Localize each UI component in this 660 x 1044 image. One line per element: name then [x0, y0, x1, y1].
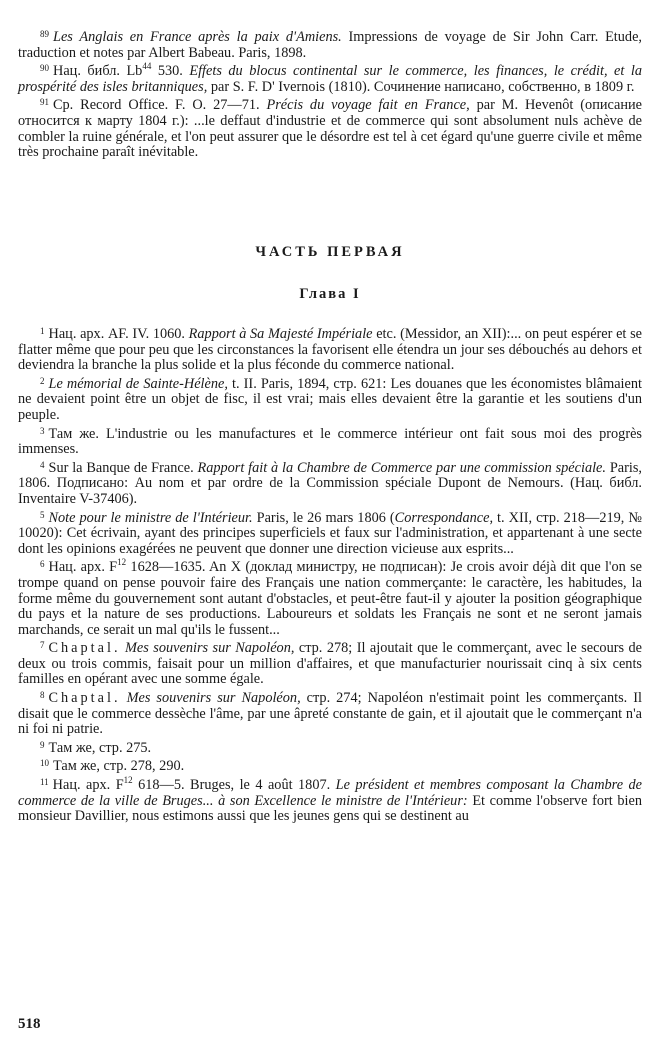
text: Нац. арх. F: [52, 777, 124, 794]
footnote-1: [18, 324, 642, 374]
footnote-7: [18, 638, 642, 688]
text: etc. (Messidor, an XII):... on peut espérer et se flatter même que pour peu que les circonstances la favorisent elle étendra un jour ses débouchés au dehors et deviendra la branche la plus solide et la plus féconde du commerce national.: [18, 326, 642, 374]
footnote-91: [18, 95, 642, 160]
footnote-5: [18, 508, 642, 558]
chapter-title: Глава I: [299, 286, 361, 302]
footnote-number: 90: [40, 63, 49, 74]
footnote-8: [18, 688, 642, 738]
page-number: 518: [18, 1016, 41, 1032]
text: Et comme l'observe fort bien monsieur Davillier, nous estimons aussi que les jeunes gens qui se destinent au: [18, 792, 642, 825]
text: par M. Hevenôt (описание относится к марту 1804 г.): ...le deffaut d'industrie et de commerce qui sont absolument nuls achève de combler la ruine générale, et l'on peut assurer que le désordre est tel à cet égard qu'une guerre civile et même très prochaine paraît inévitable.: [18, 97, 643, 161]
footnote-9: [18, 738, 642, 757]
text: t. II. Paris, 1894, стр. 621: Les douanes que les économistes blâmaient ne devaient point être un objet de fisc, il est vrai; mais elles devaient être la garantie et les soutiens d'un peuple.: [18, 375, 643, 423]
text: стр. 278; Il ajoutait que le commerçant, avec le secours de deux ou trois commis, faisait pour un million d'affaires, et que manufacturier nourissait cinq à six cents familles en opérant avec une somme égale.: [18, 640, 642, 688]
text: Нац. арх. AF. IV. 1060.: [48, 326, 189, 342]
title: Mes souvenirs sur Napoléon,: [125, 640, 295, 657]
text: par S. F. D' Ivernois (1810). Сочинение написано, собственно, в 1809 г.: [207, 78, 635, 95]
author: Chaptal.: [48, 640, 121, 657]
text: Paris, 1806. Подписано: Au nom et par ordre de la Commission spéciale Dupont de Nemours. (Нац. библ. Inventaire V-37406).: [18, 459, 642, 507]
text: Нац. библ. Lb: [53, 63, 143, 80]
title: Mes souvenirs sur Napoléon,: [126, 690, 301, 707]
text: Там же, стр. 275.: [48, 739, 152, 756]
footnote-number: 91: [40, 97, 49, 108]
title: Note pour le ministre de l'Intérieur.: [48, 509, 253, 526]
footnote-number: 11: [40, 777, 49, 788]
footnote-90: [18, 61, 642, 95]
title: Rapport fait à la Chambre de Commerce par une commission spéciale.: [197, 459, 606, 476]
footnote-4: [18, 458, 642, 508]
superscript: 44: [142, 61, 152, 72]
footnote-number: 89: [40, 29, 49, 39]
text: Там же, стр. 278, 290.: [53, 758, 185, 775]
footnote-89: [18, 27, 642, 61]
title: Le mémorial de Sainte-Hélène,: [48, 375, 228, 392]
title: Les Anglais en France après la paix d'Amiens.: [53, 29, 342, 45]
text: стр. 274; Napoléon n'estimait point les commerçants. Il disait que le commerce dessèche l'âme, par une âpreté constante de gain, et il ajoutait que le commerçant n'a ni foi ni patrie.: [18, 690, 642, 738]
footnote-2: [18, 374, 642, 424]
footnote-number: 6: [40, 559, 45, 570]
title: Rapport à Sa Majesté Impériale: [188, 326, 373, 342]
previous-notes: [18, 27, 642, 161]
footnote-6: [18, 557, 642, 638]
text: Paris, le 26 mars 1806 (: [252, 509, 395, 526]
footnote-number: 9: [40, 739, 45, 750]
footnote-number: 3: [40, 425, 45, 436]
text: 530.: [151, 63, 190, 80]
text: Там же. L'industrie ou les manufactures et le commerce intérieur ont fait sous moi des progrès immenses.: [18, 425, 642, 458]
footnote-number: 1: [40, 326, 45, 336]
text: Ср. Record Office. F. O. 27—71.: [53, 97, 267, 114]
footnote-number: 2: [40, 375, 45, 386]
author: Chaptal.: [48, 690, 121, 707]
footnote-number: 5: [40, 509, 45, 520]
text: 618—5. Bruges, le 4 août 1807.: [132, 777, 336, 794]
text: Sur la Banque de France.: [48, 459, 198, 476]
text: 1628—1635. An X (доклад министру, не подписан): Je crois avoir déjà dit que l'on se trompe quand on pense pouvoir faire des Français une nation commerçante: le caractère, les habitudes, la forme même du gouvernement sont autant d'obstacles, et peut-être faut-il y ajouter la position géographique du pays et la nature de ses productions. Laboureurs et soldats les Français ne sont et ne seront jamais marchands, ce serait un mal qu'ils le fussent...: [18, 559, 642, 638]
title: Correspondance,: [394, 509, 494, 526]
superscript: 12: [123, 775, 133, 786]
footnote-3: [18, 424, 642, 458]
footnote-number: 7: [40, 640, 45, 651]
title: Effets du blocus continental sur le commerce, les finances, le crédit, et la prospérité des isles britanniques,: [18, 63, 642, 95]
text: Impressions de voyage de Sir John Carr. Etude, traduction et notes par Albert Babeau. Paris, 1898.: [18, 29, 642, 61]
title: Précis du voyage fait en France,: [266, 97, 470, 114]
title: Le président et membres composant la Chambre de commerce de la ville de Bruges... à son Excellence le ministre de l'Intérieur:: [18, 777, 642, 809]
text: Нац. арх. F: [48, 559, 118, 576]
footnote-number: 4: [40, 459, 45, 470]
part-title: ЧАСТЬ ПЕРВАЯ: [255, 244, 405, 260]
text: t. XII, стр. 218—219, № 10020): Cet écrivain, ayant des principes superficiels et faux sur l'administration, et appartenant à une secte dont les opinions exagérées ne peuvent que donner une direction vicieuse aux esprits...: [18, 509, 642, 557]
footnote-10: [18, 756, 642, 775]
chapter-notes: [18, 324, 642, 825]
footnote-11: [18, 775, 642, 825]
superscript: 12: [117, 557, 127, 568]
footnote-number: 8: [40, 690, 45, 701]
footnote-number: 10: [40, 758, 49, 769]
